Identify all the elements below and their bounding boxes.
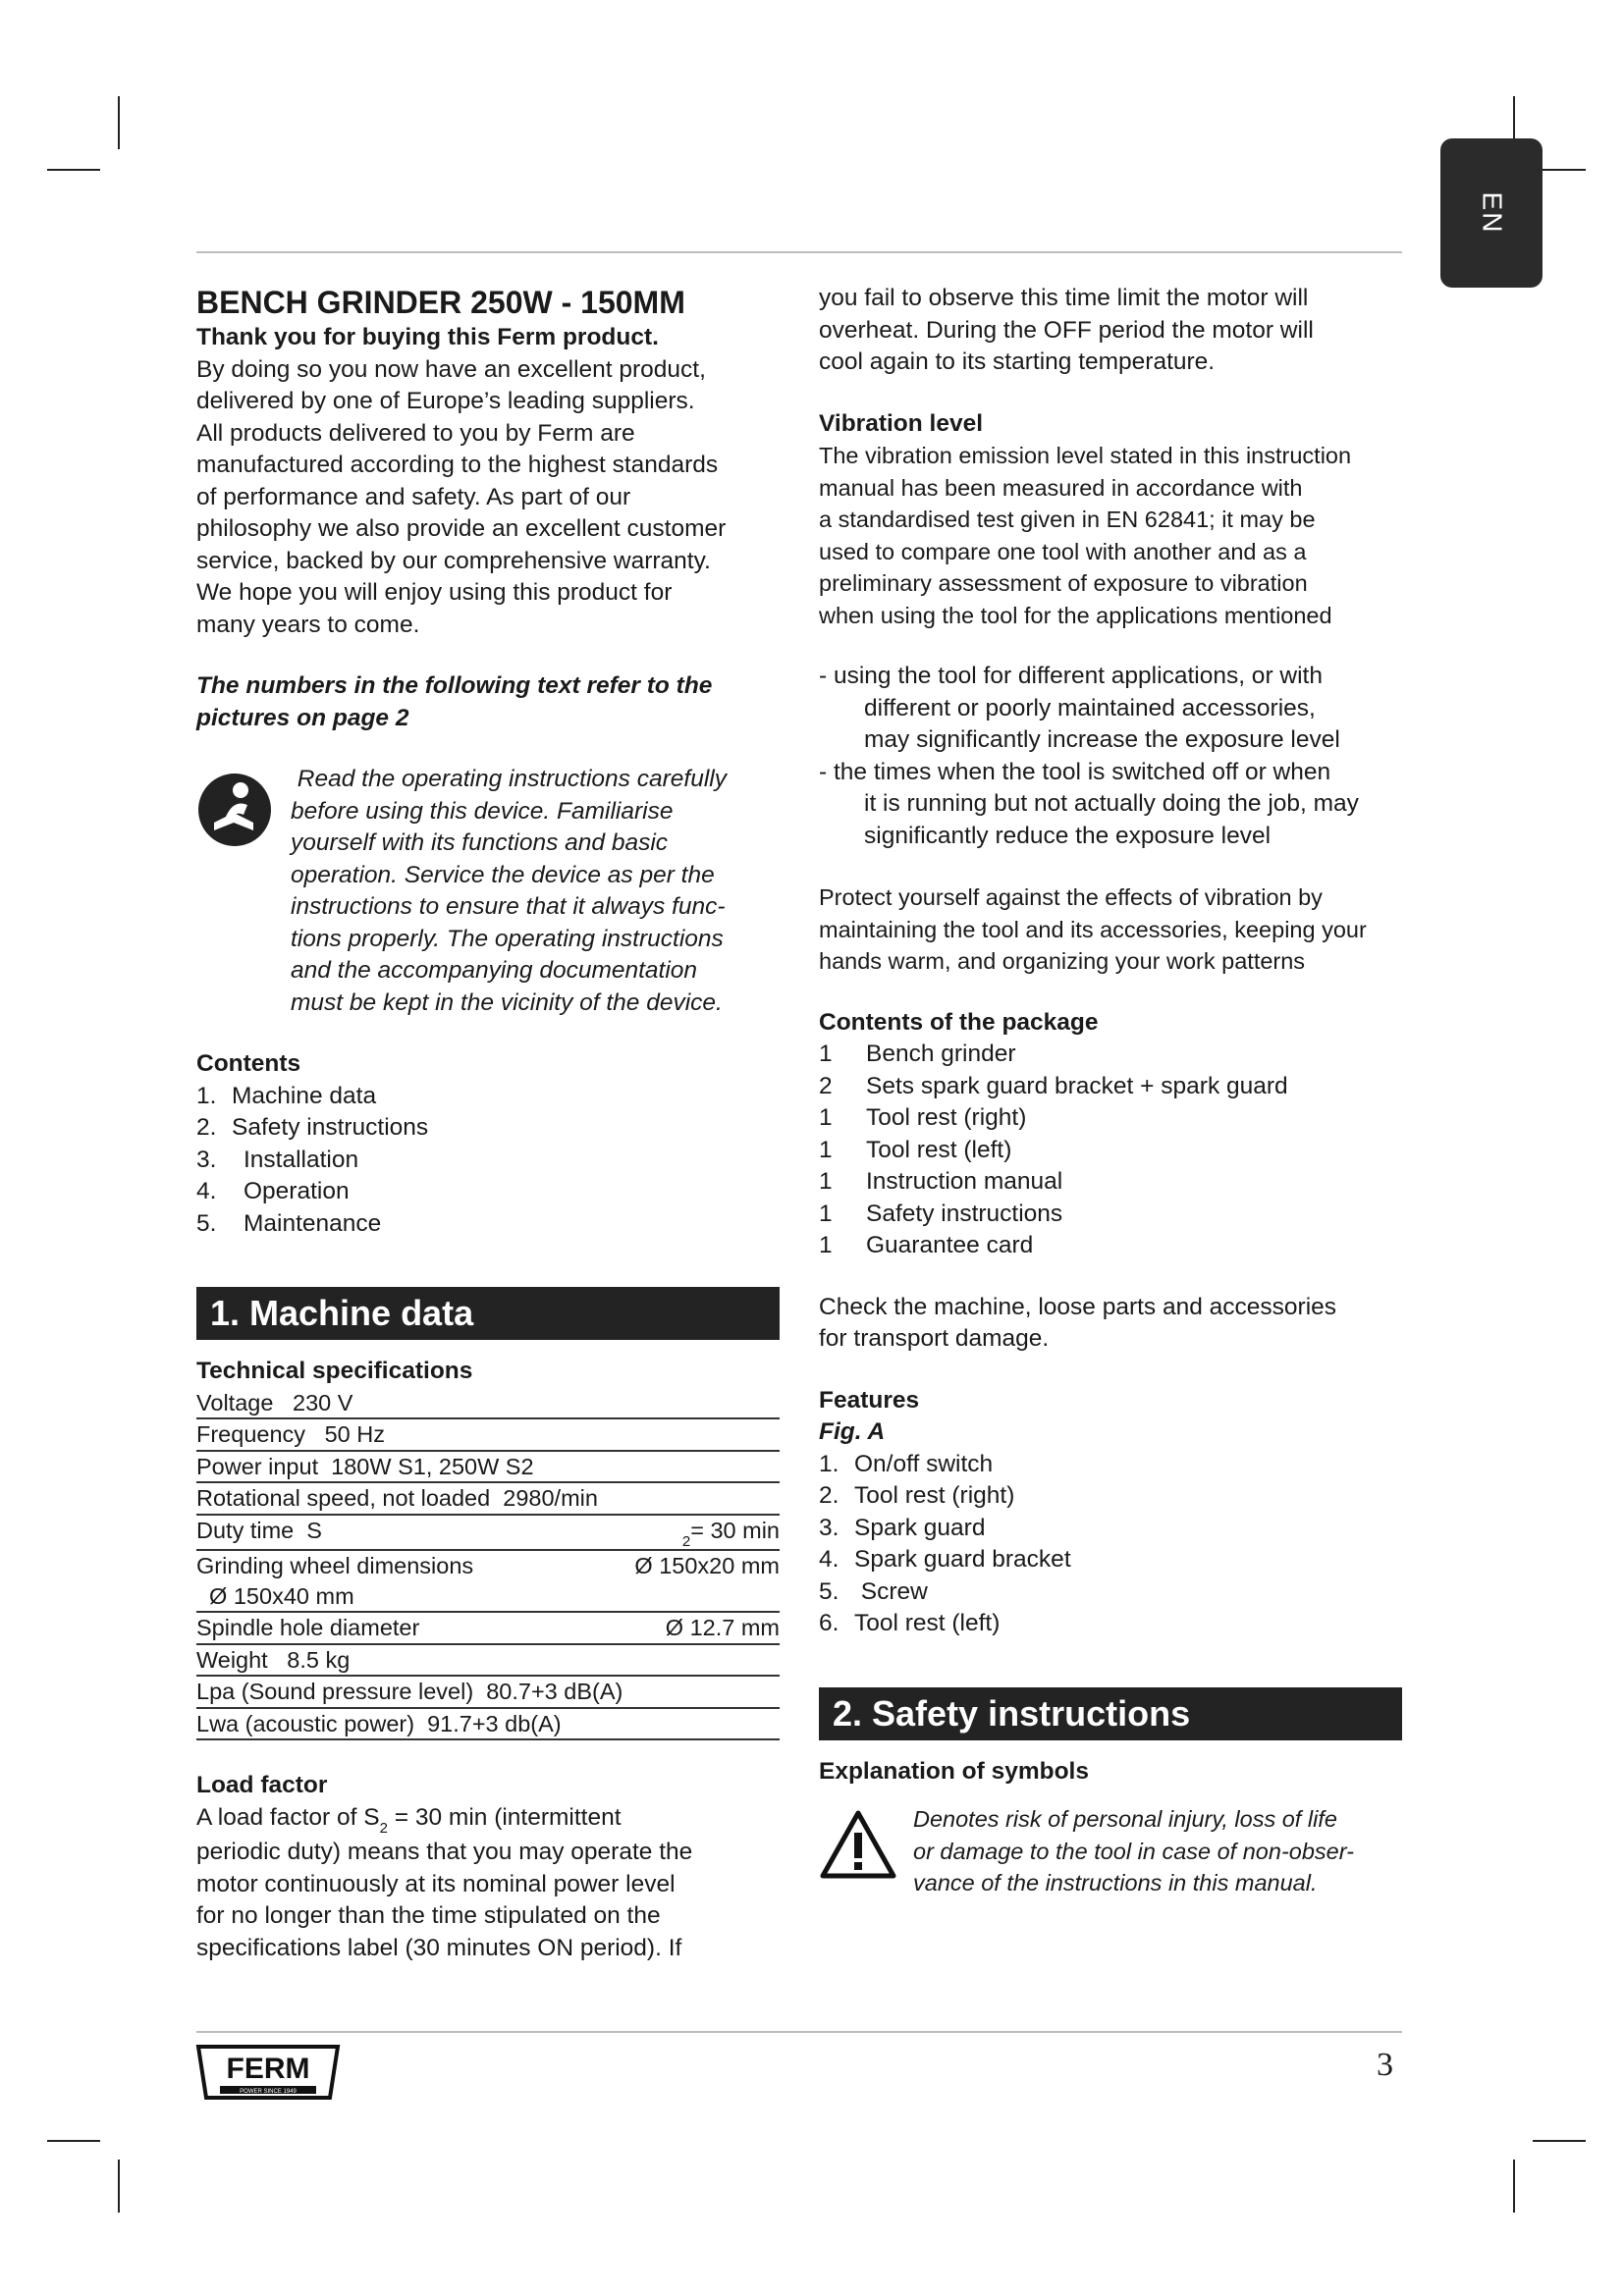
features-fig: Fig. A xyxy=(819,1418,886,1445)
spec-row: Grinding wheel dimensions Ø 150x20 mm xyxy=(196,1553,780,1578)
vibration-heading: Vibration level xyxy=(819,409,984,437)
manual-note-line: must be kept in the vicinity of the device. xyxy=(291,988,723,1016)
load-factor-continued: you fail to observe this time limit the motor will xyxy=(819,285,1309,311)
vibration-line: when using the tool for the applications mentioned xyxy=(819,602,1332,628)
intro-line: service, backed by our comprehensive warranty. xyxy=(196,547,711,574)
crop-mark xyxy=(118,2160,120,2213)
list-item: 3. Installation xyxy=(196,1146,359,1173)
warning-line: Denotes risk of personal injury, loss of life xyxy=(913,1806,1337,1832)
vibration-line: manual has been measured in accordance with xyxy=(819,474,1303,501)
list-item: 2. Safety instructions xyxy=(196,1114,429,1141)
list-item: 5. Screw xyxy=(819,1577,928,1605)
warning-note xyxy=(819,1803,1402,1899)
warning-triangle-icon xyxy=(819,1803,897,1899)
list-item: 2 Sets spark guard bracket + spark guard xyxy=(819,1072,1288,1099)
list-item: 1 Bench grinder xyxy=(819,1041,1016,1067)
check-line: for transport damage. xyxy=(819,1325,1050,1352)
list-item: 1 Guarantee card xyxy=(819,1232,1034,1258)
spec-row: Lpa (Sound pressure level) 80.7+3 dB(A) xyxy=(196,1677,780,1709)
page-number: 3 xyxy=(1377,2047,1393,2083)
footer-rule xyxy=(196,2031,1402,2033)
list-item: 4. Spark guard bracket xyxy=(819,1546,1071,1573)
protect-line: hands warm, and organizing your work patterns xyxy=(819,948,1306,974)
vibration-line: a standardised test given in EN 62841; it may be xyxy=(819,507,1316,532)
list-item: 2. Tool rest (right) xyxy=(819,1482,1015,1509)
contents-heading: Contents xyxy=(196,1050,301,1077)
intro-heading: Thank you for buying this Ferm product. xyxy=(196,324,659,350)
list-item: 1 Tool rest (right) xyxy=(819,1104,1027,1131)
intro-line: many years to come. xyxy=(196,611,420,638)
manual-note-line: operation. Service the device as per the xyxy=(291,861,715,888)
read-manual-icon xyxy=(196,764,273,1019)
list-item: - using the tool for different applications, or with xyxy=(819,663,1323,689)
check-line: Check the machine, loose parts and accessories xyxy=(819,1293,1337,1320)
spec-row: Frequency 50 Hz xyxy=(196,1419,780,1452)
intro-line: delivered by one of Europe’s leading suppliers. xyxy=(196,388,695,414)
list-item: 1. On/off switch xyxy=(819,1450,994,1477)
crop-mark xyxy=(1513,2160,1515,2213)
logo-tagline: POWER SINCE 1949 xyxy=(240,2089,297,2095)
package-list xyxy=(819,1039,1402,1262)
spec-row: Weight 8.5 kg xyxy=(196,1645,780,1678)
list-item-cont: different or poorly maintained accessories, xyxy=(864,694,1316,721)
manual-note-line: and the accompanying documentation xyxy=(291,957,698,984)
left-column xyxy=(196,283,780,1964)
ferm-logo xyxy=(194,2043,342,2107)
language-tab-label: EN xyxy=(1477,191,1507,235)
spec-row: Rotational speed, not loaded 2980/min xyxy=(196,1483,780,1516)
contents-list xyxy=(196,1081,780,1241)
list-item: 3. Spark guard xyxy=(819,1514,986,1541)
crop-mark xyxy=(1533,2140,1586,2142)
spec-row: Voltage 230 V xyxy=(196,1388,780,1420)
list-item: 1 Instruction manual xyxy=(819,1168,1063,1195)
spec-row: Power input 180W S1, 250W S2 xyxy=(196,1452,780,1484)
section-bar-machine-data: 1. Machine data xyxy=(196,1287,780,1340)
intro-line: manufactured according to the highest standards xyxy=(196,452,719,478)
manual-note xyxy=(196,764,780,1019)
load-factor-line: A load factor of $S_2 = 30$ min (intermittent xyxy=(196,1803,622,1837)
vibration-bullets xyxy=(819,661,1402,852)
crop-mark xyxy=(47,2140,100,2142)
manual-note-line: tions properly. The operating instructions xyxy=(291,925,724,952)
manual-note-line: before using this device. Familiarise xyxy=(291,797,674,825)
features-heading: Features xyxy=(819,1386,920,1414)
right-column xyxy=(819,283,1402,1899)
manual-note-line: instructions to ensure that it always func- xyxy=(291,893,726,920)
header-rule xyxy=(196,251,1402,253)
spec-row: Ø 150x40 mm xyxy=(196,1581,780,1614)
list-item: 4. Operation xyxy=(196,1178,350,1204)
list-item-cont: significantly reduce the exposure level xyxy=(864,822,1272,849)
load-factor-line: for no longer than the time stipulated on the xyxy=(196,1902,661,1929)
load-factor-continued: cool again to its starting temperature. xyxy=(819,348,1216,375)
spec-heading: Technical specifications xyxy=(196,1358,473,1384)
vibration-line: The vibration emission level stated in this instruction xyxy=(819,443,1352,468)
list-item-cont: it is running but not actually doing the job, may xyxy=(864,790,1359,817)
language-tab xyxy=(1440,138,1543,288)
load-factor-line: periodic duty) means that you may operate the xyxy=(196,1839,693,1865)
numbers-note-line: pictures on page 2 xyxy=(196,704,409,731)
features-list xyxy=(819,1449,1402,1640)
protect-line: Protect yourself against the effects of vibration by xyxy=(819,884,1323,910)
load-factor-continued: overheat. During the OFF period the motor will xyxy=(819,316,1314,344)
manual-note-line: Read the operating instructions carefully xyxy=(291,766,727,792)
load-factor-heading: Load factor xyxy=(196,1772,328,1798)
manual-note-line: yourself with its functions and basic xyxy=(291,829,669,856)
load-factor-line: specifications label (30 minutes ON period). If xyxy=(196,1934,682,1961)
list-item: 6. Tool rest (left) xyxy=(819,1610,1001,1636)
spec-row: Lwa (acoustic power) 91.7+3 db(A) xyxy=(196,1709,780,1741)
list-item: 1 Safety instructions xyxy=(819,1200,1063,1227)
crop-mark xyxy=(118,96,120,149)
page-title: BENCH GRINDER 250W - 150MM xyxy=(196,285,685,320)
warning-line: vance of the instructions in this manual. xyxy=(913,1870,1318,1896)
list-item: 5. Maintenance xyxy=(196,1209,382,1237)
logo-brand-text: FERM xyxy=(226,2053,310,2085)
intro-line: philosophy we also provide an excellent customer xyxy=(196,515,727,542)
list-item: 1. Machine data xyxy=(196,1082,377,1109)
crop-mark xyxy=(47,169,100,171)
spec-row: Spindle hole diameter Ø 12.7 mm xyxy=(196,1613,780,1645)
intro-line: All products delivered to you by Ferm are xyxy=(196,419,635,447)
spec-table xyxy=(196,1388,780,1741)
list-item: 1 Tool rest (left) xyxy=(819,1136,1012,1163)
intro-line: By doing so you now have an excellent product, xyxy=(196,355,706,383)
numbers-note-line: The numbers in the following text refer to the xyxy=(196,672,713,699)
spec-row: Duty time S $_2$= 30 min xyxy=(196,1517,780,1550)
section-bar-safety: 2. Safety instructions xyxy=(819,1687,1402,1740)
intro-line: We hope you will enjoy using this product for xyxy=(196,579,673,606)
list-item-cont: may significantly increase the exposure level xyxy=(864,726,1340,753)
package-heading: Contents of the package xyxy=(819,1008,1099,1036)
list-item: - the times when the tool is switched off or when xyxy=(819,758,1331,785)
intro-line: of performance and safety. As part of our xyxy=(196,483,631,510)
vibration-line: preliminary assessment of exposure to vibration xyxy=(819,570,1308,596)
symbols-heading: Explanation of symbols xyxy=(819,1757,1089,1785)
protect-line: maintaining the tool and its accessories, keeping your xyxy=(819,916,1367,942)
load-factor-line: motor continuously at its nominal power level xyxy=(196,1870,676,1897)
warning-line: or damage to the tool in case of non-obser- xyxy=(913,1838,1354,1864)
vibration-line: used to compare one tool with another and as a xyxy=(819,538,1307,564)
